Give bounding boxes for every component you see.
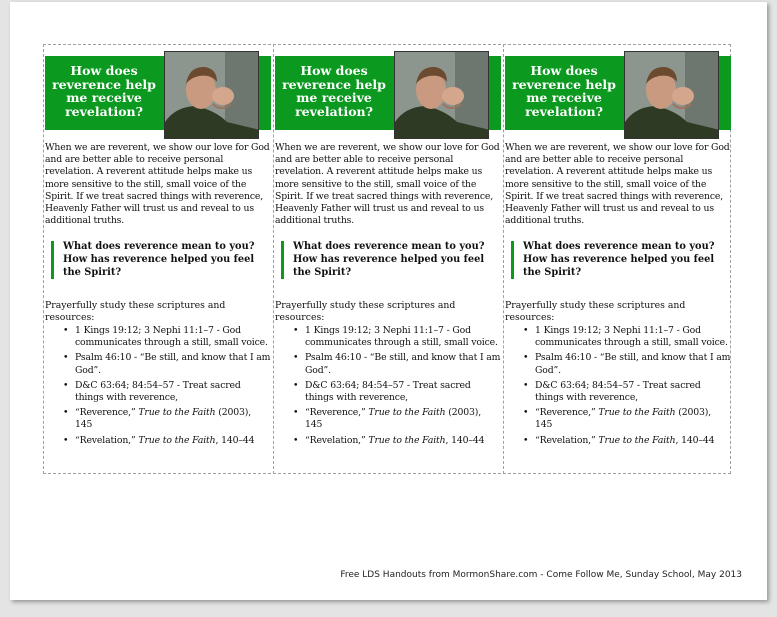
study-label: Prayerfully study these scriptures and resources: [505,300,686,324]
list-item: • “Reverence,” True to the Faith (2003), 145 [293,407,482,431]
list-item: • “Reverence,” True to the Faith (2003), 145 [523,407,712,431]
study-label: Prayerfully study these scriptures and resources: [45,300,226,324]
panel-title: How does reverence help me receive revelation? [282,63,386,119]
intro-text: When we are reverent, we show our love for God and are better able to receive personal revelation. A reverent attitude helps make us more sensitive to the still, small voice of the Spirit. If we treat sacred things with reverence, Heavenly Father will trust us and reveal to us additional truths. [275,142,500,227]
handout-panel-1 [43,44,269,474]
list-item: • “Revelation,” True to the Faith, 140–44 [523,434,715,446]
list-item: • Psalm 46:10 - “Be still, and know that I am God”. [523,352,731,376]
study-label: Prayerfully study these scriptures and resources: [275,300,456,324]
list-item: • “Reverence,” True to the Faith (2003), 145 [63,407,252,431]
list-item: • 1 Kings 19:12; 3 Nephi 11:1–7 - God communicates through a still, small voice. [63,325,268,349]
panel-title: How does reverence help me receive revelation? [52,63,156,119]
list-item: • D&C 63:64; 84:54–57 - Treat sacred things with reverence, [523,379,701,404]
list-item: • 1 Kings 19:12; 3 Nephi 11:1–7 - God communicates through a still, small voice. [293,325,498,349]
list-item: • D&C 63:64; 84:54–57 - Treat sacred things with reverence, [63,379,241,404]
handout-panel-3 [503,44,729,474]
discussion-question: What does reverence mean to you? How has reverence helped you feel the Spirit? [511,241,731,279]
list-item: • Psalm 46:10 - “Be still, and know that I am God”. [63,352,271,376]
intro-text: When we are reverent, we show our love for God and are better able to receive personal revelation. A reverent attitude helps make us more sensitive to the still, small voice of the Spirit. If we treat sacred things with reverence, Heavenly Father will trust us and reveal to us additional truths. [505,142,730,227]
list-item: • 1 Kings 19:12; 3 Nephi 11:1–7 - God communicates through a still, small voice. [523,325,728,349]
list-item: • “Revelation,” True to the Faith, 140–44 [63,434,255,446]
handout-panel-2 [273,44,499,474]
intro-text: When we are reverent, we show our love for God and are better able to receive personal revelation. A reverent attitude helps make us more sensitive to the still, small voice of the Spirit. If we treat sacred things with reverence, Heavenly Father will trust us and reveal to us additional truths. [45,142,270,227]
resource-list [505,325,731,450]
list-item: • Psalm 46:10 - “Be still, and know that I am God”. [293,352,501,376]
list-item: • D&C 63:64; 84:54–57 - Treat sacred things with reverence, [293,379,471,404]
resource-list [275,325,501,450]
discussion-question: What does reverence mean to you? How has reverence helped you feel the Spirit? [51,241,271,279]
praying-man-photo [394,51,489,139]
list-item: • “Revelation,” True to the Faith, 140–44 [293,434,485,446]
footer-credit: Free LDS Handouts from MormonShare.com - Come Follow Me, Sunday School, May 2013 [340,570,742,580]
panel-title: How does reverence help me receive revelation? [512,63,616,119]
praying-man-photo [164,51,259,139]
praying-man-photo [624,51,719,139]
discussion-question: What does reverence mean to you? How has reverence helped you feel the Spirit? [281,241,501,279]
resource-list [45,325,271,450]
document-page [10,2,767,600]
